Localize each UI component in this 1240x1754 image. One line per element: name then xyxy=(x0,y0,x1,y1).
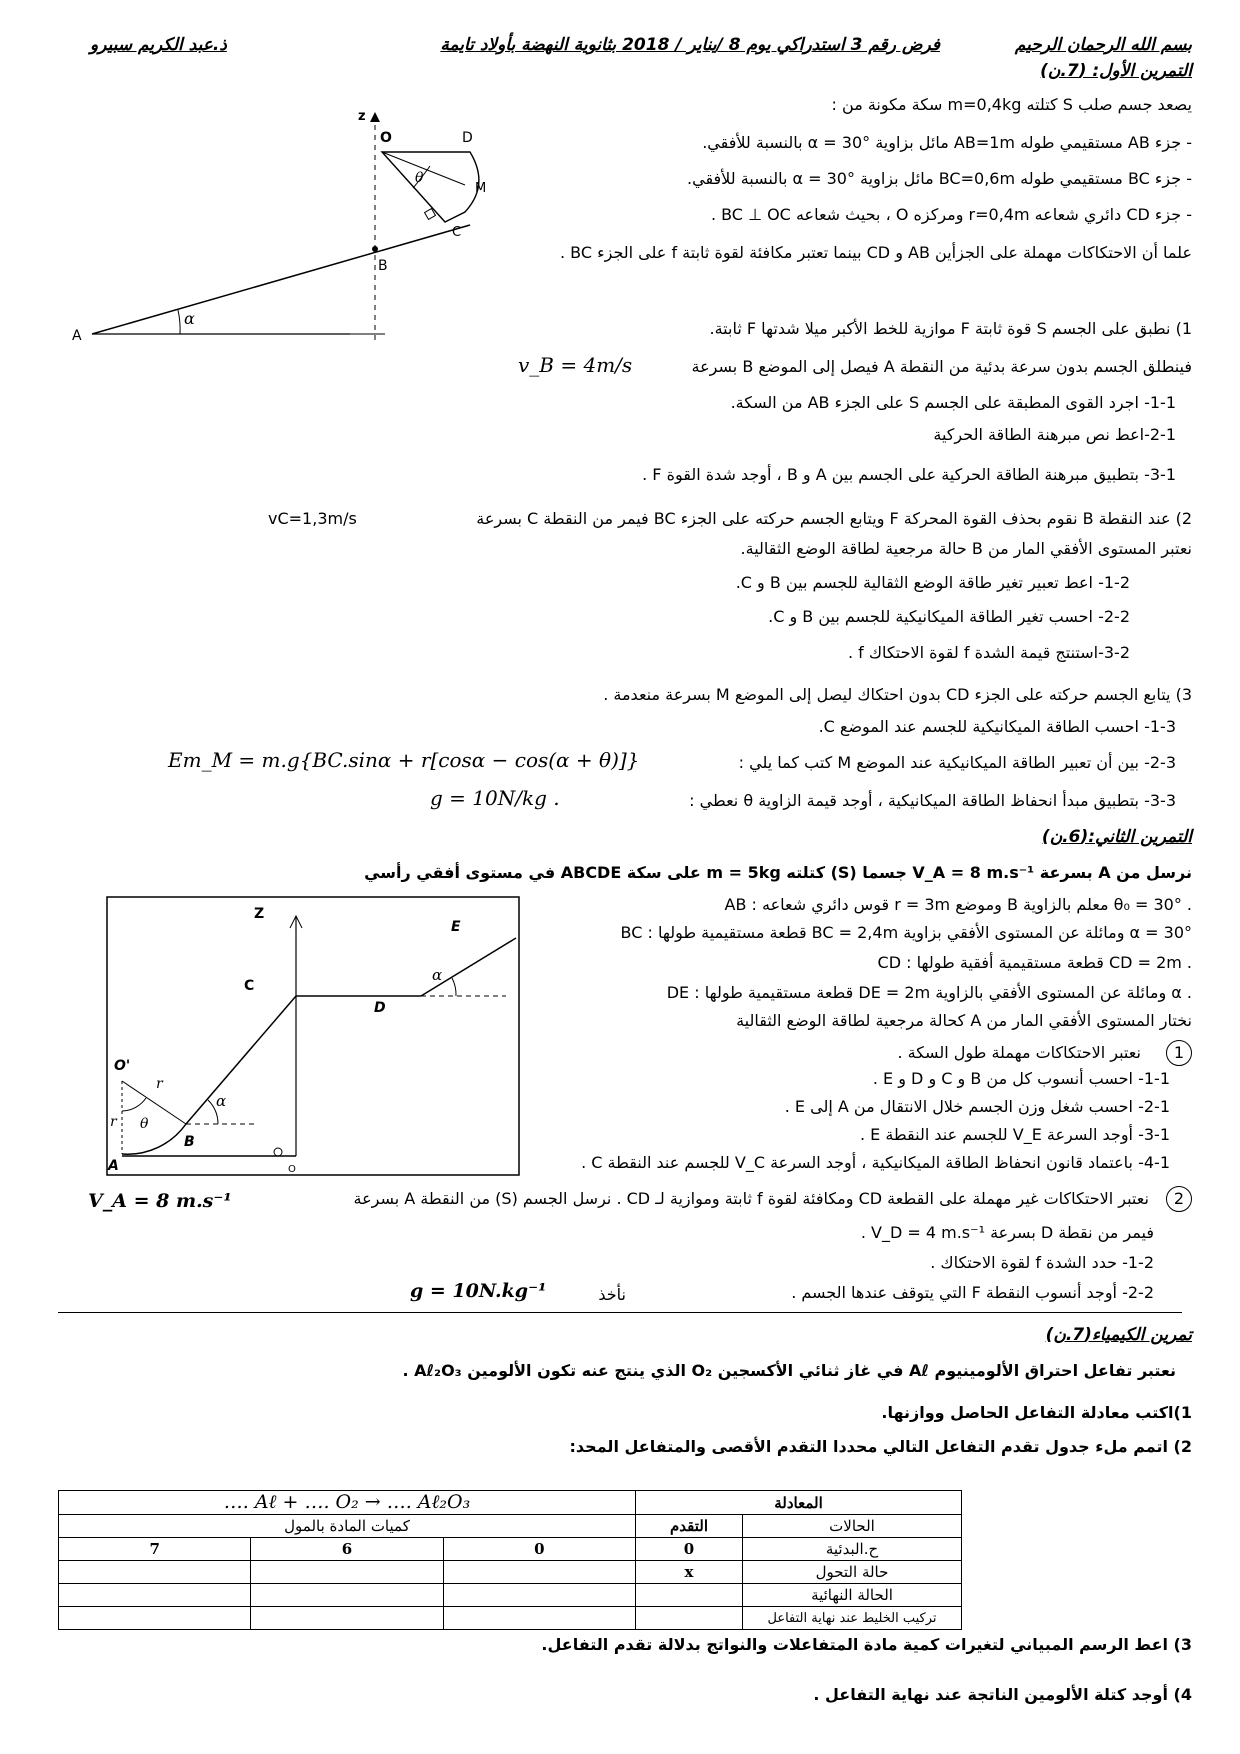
fig2-label-theta: θ xyxy=(140,1116,149,1132)
basmala: بسم الله الرحمان الرحيم xyxy=(1014,35,1192,55)
table-equation: …. Aℓ + …. O₂ → …. Aℓ₂O₃ xyxy=(59,1491,636,1515)
fig2-label-c: C xyxy=(244,978,255,994)
ex1-intro: يصعد جسم صلب S كتلته m=0,4kg سكة مكونة من : xyxy=(831,95,1192,114)
exercise1-title: التمرين الأول: (7.ن) xyxy=(1040,61,1192,81)
cell-al2o3 xyxy=(443,1584,635,1607)
exercise2-title: التمرين الثاني:(6.ن) xyxy=(1041,827,1192,847)
ex1-q1-2: 2-1-اعط نص مبرهنة الطاقة الحركية xyxy=(933,425,1176,444)
fig2-frame xyxy=(107,897,519,1175)
chem-q3: 3) اعط الرسم المبياني لتغيرات كمية مادة المتفاعلات والنواتج بدلالة تقدم التفاعل. xyxy=(541,1635,1192,1654)
ex2-part2-line2: فيمر من نقطة D بسرعة V_D = 4 m.s⁻¹ . xyxy=(860,1223,1154,1242)
fig1-label-m: M xyxy=(475,181,487,196)
fig2-label-z: Z xyxy=(254,906,265,922)
table-advance-label: التقدم xyxy=(636,1515,743,1538)
ex1-q2-1: 1-2- اعط تعبير تغير طاقة الوضع الثقالية للجسم بين B و C. xyxy=(735,573,1130,592)
fig2-label-o-prime: O' xyxy=(114,1058,131,1074)
chemistry-title: تمرين الكيمياء(7.ن) xyxy=(1045,1325,1192,1345)
cell-state: الحالة النهائية xyxy=(743,1584,962,1607)
cell-al: 7 xyxy=(59,1538,251,1561)
table-row xyxy=(59,1607,962,1630)
fig1-alpha-arc xyxy=(178,310,180,334)
fig1-label-a: A xyxy=(72,328,82,344)
figure-track-abcde xyxy=(106,896,522,1178)
part2-number-circle: 2 xyxy=(1166,1186,1192,1212)
ex1-q1-3: 3-1- بتطبيق مبرهنة الطاقة الحركية على الجسم بين A و B ، أوجد شدة القوة F . xyxy=(642,465,1176,484)
fig2-label-e: E xyxy=(451,919,461,935)
cell-advance xyxy=(636,1607,743,1630)
fig2-label-d: D xyxy=(374,1000,386,1016)
ex2-part2-line1: نعتبر الاحتكاكات غير مهملة على القطعة CD ومكافئة لقوة f ثابتة وموازية لـ CD . نرسل الجسم (S) من النقطة A بسرعة xyxy=(353,1189,1149,1208)
table-states-label: الحالات xyxy=(743,1515,962,1538)
ex1-g-formula: g = 10N/kg . xyxy=(430,786,560,810)
ex1-part-bc: - جزء BC مستقيمي طوله BC=0,6m مائل بزاوية α = 30° بالنسبة للأفقي. xyxy=(687,169,1192,188)
ex2-q1-2: 2-1- احسب شغل وزن الجسم خلال الانتقال من A إلى E . xyxy=(784,1097,1170,1116)
cell-state: حالة التحول xyxy=(743,1561,962,1584)
fig1-label-z: z xyxy=(358,109,366,124)
ex1-vc-value: vC=1,3m/s xyxy=(268,509,357,528)
cell-al2o3: 0 xyxy=(443,1538,635,1561)
ex2-q2-2: 2-2- أوجد أنسوب النقطة F التي يتوقف عندها الجسم . xyxy=(791,1283,1154,1302)
ex1-q2: 2) عند النقطة B نقوم بحذف القوة المحركة F ويتابع الجسم حركته على الجزء BC فيمر من النقطة C بسرعة xyxy=(476,509,1192,528)
cell-o2: 6 xyxy=(251,1538,443,1561)
chem-q2: 2) اتمم ملء جدول تقدم التفاعل التالي محددا التقدم الأقصى والمتفاعل المحد: xyxy=(569,1437,1192,1456)
ex2-de: DE : قطعة مستقيمية طولها DE = 2m ومائلة عن المستوى الأفقي بالزاوية α . xyxy=(666,983,1192,1002)
ex2-intro: نرسل من A بسرعة V_A = 8 m.s⁻¹ جسما (S) كتلته m = 5kg على سكة ABCDE في مستوى أفقي رأسي xyxy=(364,863,1192,882)
fig2-label-b: B xyxy=(184,1134,195,1150)
ex2-q2-1: 1-2- حدد الشدة f لقوة الاحتكاك . xyxy=(930,1253,1154,1272)
fig2-label-origin: O xyxy=(288,1164,296,1175)
ex1-q1: 1) نطبق على الجسم S قوة ثابتة F موازية للخط الأكبر ميلا شدتها F ثابتة. xyxy=(709,319,1192,338)
ex2-va-formula: V_A = 8 m.s⁻¹ xyxy=(88,1190,232,1212)
fig1-z-arrow-icon xyxy=(370,112,380,122)
ex2-reference: نختار المستوى الأفقي المار من A كحالة مرجعية لطاقة الوضع الثقالية xyxy=(736,1011,1192,1030)
ex1-q3-3: 3-3- بتطبيق مبدأ انحفاظ الطاقة الميكانيكية ، أوجد قيمة الزاوية θ نعطي : xyxy=(689,791,1176,810)
ex1-q3: 3) يتابع الجسم حركته على الجزء CD بدون احتكاك ليصل إلى الموضع M بسرعة منعدمة . xyxy=(603,685,1192,704)
fig1-label-d: D xyxy=(462,130,473,146)
fig1-label-o: O xyxy=(380,130,392,146)
ex1-friction: علما أن الاحتكاكات مهملة على الجزأين AB و CD بينما تعتبر مكافئة لقوة ثابتة f على الجزء BC . xyxy=(559,243,1192,262)
ex1-q3-2: 2-3- بين أن تعبير الطاقة الميكانيكية عند الموضع M كتب كما يلي : xyxy=(738,753,1176,772)
table-equation-label: المعادلة xyxy=(636,1491,962,1515)
ex2-part2-header xyxy=(354,1186,1193,1212)
ex2-bc: BC : قطعة مستقيمية طولها BC = 2,4m ومائلة عن المستوى الأفقي بزاوية α = 30° xyxy=(620,923,1192,942)
cell-al2o3 xyxy=(443,1561,635,1584)
cell-advance xyxy=(636,1584,743,1607)
fig2-label-r-height: r xyxy=(110,1114,117,1130)
ex2-q1-1: 1-1- احسب أنسوب كل من B و C و D و E . xyxy=(872,1069,1170,1088)
ex1-vb-formula: v_B = 4m/s xyxy=(518,353,633,377)
cell-advance: 0 xyxy=(636,1538,743,1561)
ex1-q2-line2: نعتبر المستوى الأفقي المار من B حالة مرجعية لطاقة الوضع الثقالية. xyxy=(740,539,1192,558)
exam-info: فرض رقم 3 استدراكي يوم 8 /يناير / 2018 بثانوية النهضة بأولاد تايمة xyxy=(440,35,940,55)
advancement-table xyxy=(58,1490,962,1630)
cell-state: ح.البدئية xyxy=(743,1538,962,1561)
fig1-label-b: B xyxy=(378,258,388,274)
ex2-ab: AB : قوس دائري شعاعه r = 3m وموضع B معلم بالزاوية θ₀ = 30° . xyxy=(724,895,1192,914)
ex2-cd: CD : قطعة مستقيمية أفقية طولها CD = 2m . xyxy=(877,953,1192,972)
ex1-part-cd: - جزء CD دائري شعاعه r=0,4m ومركزه O ، بحيث شعاعه BC ⊥ OC . xyxy=(710,205,1192,224)
cell-o2 xyxy=(251,1561,443,1584)
fig1-circular-part xyxy=(382,152,479,222)
fig1-point-b xyxy=(372,246,378,252)
ex2-g-formula: g = 10N.kg⁻¹ xyxy=(410,1280,547,1302)
fig2-segment-bc xyxy=(186,996,296,1124)
cell-al xyxy=(59,1561,251,1584)
ex1-q3-1: 1-3- احسب الطاقة الميكانيكية للجسم عند الموضع C. xyxy=(818,717,1176,736)
cell-advance: x xyxy=(636,1561,743,1584)
table-row xyxy=(59,1561,962,1584)
cell-al xyxy=(59,1607,251,1630)
fig1-label-alpha: α xyxy=(184,309,195,328)
section-divider xyxy=(58,1312,1182,1313)
fig1-label-theta: θ xyxy=(415,170,424,186)
ex1-q2-3: 3-2-استنتج قيمة الشدة f لقوة الاحتكاك f . xyxy=(847,643,1130,662)
fig1-label-c: C xyxy=(452,225,462,240)
ex1-q1-line2: فينطلق الجسم بدون سرعة بدئية من النقطة A فيصل إلى الموضع B بسرعة xyxy=(691,357,1192,376)
table-moles-label: كميات المادة بالمول xyxy=(59,1515,636,1538)
fig1-incline-line xyxy=(92,225,470,334)
ex2-part1-header xyxy=(897,1040,1192,1066)
cell-state: تركيب الخليط عند نهاية التفاعل xyxy=(743,1607,962,1630)
fig2-label-a: A xyxy=(108,1158,119,1174)
table-row xyxy=(59,1538,962,1561)
cell-al xyxy=(59,1584,251,1607)
ex2-part1-title: نعتبر الاحتكاكات مهملة طول السكة . xyxy=(897,1043,1141,1062)
cell-o2 xyxy=(251,1584,443,1607)
ex1-part-ab: - جزء AB مستقيمي طوله AB=1m مائل بزاوية α = 30° بالنسبة للأفقي. xyxy=(702,133,1192,152)
cell-al2o3 xyxy=(443,1607,635,1630)
fig2-label-alpha-bc: α xyxy=(216,1092,227,1110)
table-row xyxy=(59,1584,962,1607)
ex2-q1-3: 3-1- أوجد السرعة V_E للجسم عند النقطة E . xyxy=(859,1125,1170,1144)
fig2-label-r-radius: r xyxy=(156,1076,163,1092)
fig2-arc-ab xyxy=(122,1124,186,1154)
ex2-q1-4: 4-1- باعتماد قانون انحفاظ الطاقة الميكانيكية ، أوجد السرعة V_C للجسم عند النقطة C . xyxy=(581,1153,1170,1172)
fig2-label-alpha-de: α xyxy=(432,966,443,984)
ex1-q2-2: 2-2- احسب تغير الطاقة الميكانيكية للجسم بين B و C. xyxy=(768,607,1130,626)
ex2-take-label: نأخذ xyxy=(598,1285,626,1304)
chem-intro: نعتبر تفاعل احتراق الألومينيوم Aℓ في غاز ثنائي الأكسجين O₂ الذي ينتج عنه تكون الألومين Aℓ₂O₃ . xyxy=(402,1361,1176,1380)
figure-inclined-track xyxy=(70,100,540,345)
ex1-q1-1: 1-1- اجرد القوى المطبقة على الجسم S على الجزء AB من السكة. xyxy=(730,393,1176,412)
teacher-name: ذ.عبد الكريم سبيرو xyxy=(90,35,227,55)
part1-number-circle: 1 xyxy=(1166,1040,1192,1066)
cell-o2 xyxy=(251,1607,443,1630)
chem-q4: 4) أوجد كتلة الألومين الناتجة عند نهاية التفاعل . xyxy=(813,1685,1192,1704)
chem-q1: 1)اكتب معادلة التفاعل الحاصل ووازنها. xyxy=(881,1403,1192,1422)
ex1-em-formula: Em_M = m.g{BC.sinα + r[cosα − cos(α + θ)]} xyxy=(168,748,640,772)
